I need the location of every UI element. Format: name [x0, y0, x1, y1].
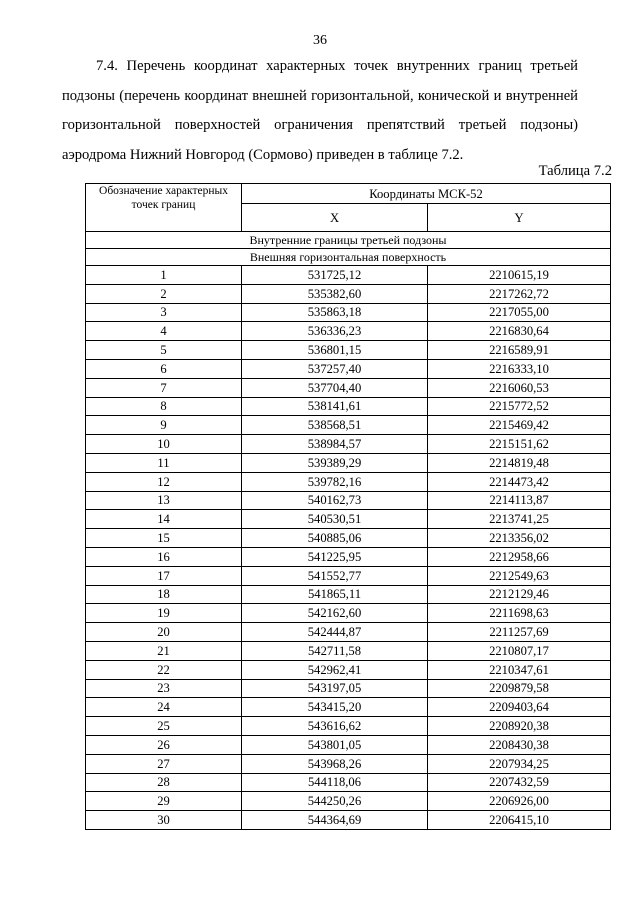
- table-row: [86, 397, 611, 416]
- y-coordinate-cell: 2213356,02: [428, 529, 611, 548]
- y-coordinate-cell: 2216060,53: [428, 378, 611, 397]
- point-number-cell: 13: [86, 491, 242, 510]
- y-coordinate-cell: 2216830,64: [428, 322, 611, 341]
- x-coordinate-cell: 543968,26: [242, 754, 428, 773]
- table-row: [86, 322, 611, 341]
- point-number-cell: 15: [86, 529, 242, 548]
- y-coordinate-cell: 2210615,19: [428, 266, 611, 285]
- table-row: [86, 416, 611, 435]
- x-coordinate-cell: 536336,23: [242, 322, 428, 341]
- x-coordinate-cell: 540162,73: [242, 491, 428, 510]
- x-coordinate-cell: 539782,16: [242, 472, 428, 491]
- table-row: [86, 529, 611, 548]
- point-number-cell: 12: [86, 472, 242, 491]
- y-coordinate-cell: 2214819,48: [428, 453, 611, 472]
- y-coordinate-cell: 2216333,10: [428, 359, 611, 378]
- table-row: [86, 266, 611, 285]
- point-number-cell: 8: [86, 397, 242, 416]
- y-coordinate-cell: 2207432,59: [428, 773, 611, 792]
- point-number-cell: 28: [86, 773, 242, 792]
- y-coordinate-cell: 2213741,25: [428, 510, 611, 529]
- x-coordinate-cell: 535863,18: [242, 303, 428, 322]
- x-coordinate-cell: 542711,58: [242, 641, 428, 660]
- y-coordinate-cell: 2214473,42: [428, 472, 611, 491]
- point-number-cell: 19: [86, 604, 242, 623]
- point-number-cell: 4: [86, 322, 242, 341]
- point-number-cell: 5: [86, 341, 242, 360]
- table-row: [86, 510, 611, 529]
- table-row: [86, 566, 611, 585]
- x-coordinate-cell: 543415,20: [242, 698, 428, 717]
- point-number-cell: 27: [86, 754, 242, 773]
- table-row: [86, 604, 611, 623]
- section-outer-horizontal-surface: Внешняя горизонтальная поверхность: [86, 249, 611, 266]
- table-row: [86, 491, 611, 510]
- x-coordinate-cell: 531725,12: [242, 266, 428, 285]
- x-coordinate-cell: 541552,77: [242, 566, 428, 585]
- y-coordinate-cell: 2212549,63: [428, 566, 611, 585]
- x-coordinate-cell: 537257,40: [242, 359, 428, 378]
- x-coordinate-cell: 540885,06: [242, 529, 428, 548]
- x-coordinate-cell: 539389,29: [242, 453, 428, 472]
- header-point-designation: Обозначение характерных точек границ: [86, 184, 242, 232]
- y-coordinate-cell: 2217262,72: [428, 284, 611, 303]
- y-coordinate-cell: 2215772,52: [428, 397, 611, 416]
- table-row: [86, 641, 611, 660]
- y-coordinate-cell: 2216589,91: [428, 341, 611, 360]
- x-coordinate-cell: 543801,05: [242, 735, 428, 754]
- y-coordinate-cell: 2210807,17: [428, 641, 611, 660]
- x-coordinate-cell: 542962,41: [242, 660, 428, 679]
- x-coordinate-cell: 542444,87: [242, 623, 428, 642]
- y-coordinate-cell: 2212958,66: [428, 547, 611, 566]
- x-coordinate-cell: 544364,69: [242, 811, 428, 830]
- table-row: [86, 435, 611, 454]
- table-row: [86, 453, 611, 472]
- x-coordinate-cell: 542162,60: [242, 604, 428, 623]
- table-row: [86, 698, 611, 717]
- x-coordinate-cell: 538568,51: [242, 416, 428, 435]
- y-coordinate-cell: 2212129,46: [428, 585, 611, 604]
- table-caption: Таблица 7.2: [538, 163, 612, 179]
- table-row: [86, 754, 611, 773]
- section-inner-boundaries: Внутренние границы третьей подзоны: [86, 232, 611, 249]
- y-coordinate-cell: 2207934,25: [428, 754, 611, 773]
- x-coordinate-cell: 535382,60: [242, 284, 428, 303]
- y-coordinate-cell: 2211698,63: [428, 604, 611, 623]
- point-number-cell: 22: [86, 660, 242, 679]
- header-coordinate-system: Координаты МСК-52: [242, 184, 611, 204]
- table-row: [86, 773, 611, 792]
- y-coordinate-cell: 2208430,38: [428, 735, 611, 754]
- y-coordinate-cell: 2215469,42: [428, 416, 611, 435]
- point-number-cell: 29: [86, 792, 242, 811]
- x-coordinate-cell: 544250,26: [242, 792, 428, 811]
- table-row: [86, 717, 611, 736]
- point-number-cell: 14: [86, 510, 242, 529]
- table-row: [86, 660, 611, 679]
- page-number: 36: [313, 33, 327, 48]
- x-coordinate-cell: 544118,06: [242, 773, 428, 792]
- y-coordinate-cell: 2209403,64: [428, 698, 611, 717]
- x-coordinate-cell: 537704,40: [242, 378, 428, 397]
- point-number-cell: 9: [86, 416, 242, 435]
- point-number-cell: 30: [86, 811, 242, 830]
- header-x: X: [242, 204, 428, 232]
- point-number-cell: 7: [86, 378, 242, 397]
- point-number-cell: 2: [86, 284, 242, 303]
- table-row: [86, 341, 611, 360]
- table-row: [86, 284, 611, 303]
- y-coordinate-cell: 2214113,87: [428, 491, 611, 510]
- table-row: [86, 303, 611, 322]
- x-coordinate-cell: 543197,05: [242, 679, 428, 698]
- y-coordinate-cell: 2217055,00: [428, 303, 611, 322]
- coordinates-table: [85, 183, 611, 830]
- y-coordinate-cell: 2206926,00: [428, 792, 611, 811]
- point-number-cell: 26: [86, 735, 242, 754]
- point-number-cell: 24: [86, 698, 242, 717]
- table-row: [86, 811, 611, 830]
- table-row: [86, 472, 611, 491]
- table-row: [86, 359, 611, 378]
- y-coordinate-cell: 2210347,61: [428, 660, 611, 679]
- point-number-cell: 17: [86, 566, 242, 585]
- point-number-cell: 18: [86, 585, 242, 604]
- point-number-cell: 16: [86, 547, 242, 566]
- x-coordinate-cell: 538984,57: [242, 435, 428, 454]
- y-coordinate-cell: 2211257,69: [428, 623, 611, 642]
- intro-paragraph: 7.4. Перечень координат характерных точек внутренних границ третьей подзоны (перечень координат внешней горизонтальной, конической и внутренней горизонтальной поверхностей ограничения препятствий третьей подзоны) аэродрома Нижний Новгород (Сормово) приведен в таблице 7.2.: [62, 58, 578, 163]
- y-coordinate-cell: 2206415,10: [428, 811, 611, 830]
- x-coordinate-cell: 540530,51: [242, 510, 428, 529]
- point-number-cell: 10: [86, 435, 242, 454]
- x-coordinate-cell: 541225,95: [242, 547, 428, 566]
- x-coordinate-cell: 536801,15: [242, 341, 428, 360]
- point-number-cell: 21: [86, 641, 242, 660]
- point-number-cell: 23: [86, 679, 242, 698]
- x-coordinate-cell: 543616,62: [242, 717, 428, 736]
- table-row: [86, 735, 611, 754]
- table-row: [86, 547, 611, 566]
- point-number-cell: 25: [86, 717, 242, 736]
- y-coordinate-cell: 2208920,38: [428, 717, 611, 736]
- point-number-cell: 11: [86, 453, 242, 472]
- table-row: [86, 679, 611, 698]
- x-coordinate-cell: 541865,11: [242, 585, 428, 604]
- table-row: [86, 585, 611, 604]
- point-number-cell: 3: [86, 303, 242, 322]
- table-row: [86, 378, 611, 397]
- header-y: Y: [428, 204, 611, 232]
- y-coordinate-cell: 2215151,62: [428, 435, 611, 454]
- point-number-cell: 1: [86, 266, 242, 285]
- table-row: [86, 792, 611, 811]
- point-number-cell: 6: [86, 359, 242, 378]
- point-number-cell: 20: [86, 623, 242, 642]
- y-coordinate-cell: 2209879,58: [428, 679, 611, 698]
- x-coordinate-cell: 538141,61: [242, 397, 428, 416]
- table-row: [86, 623, 611, 642]
